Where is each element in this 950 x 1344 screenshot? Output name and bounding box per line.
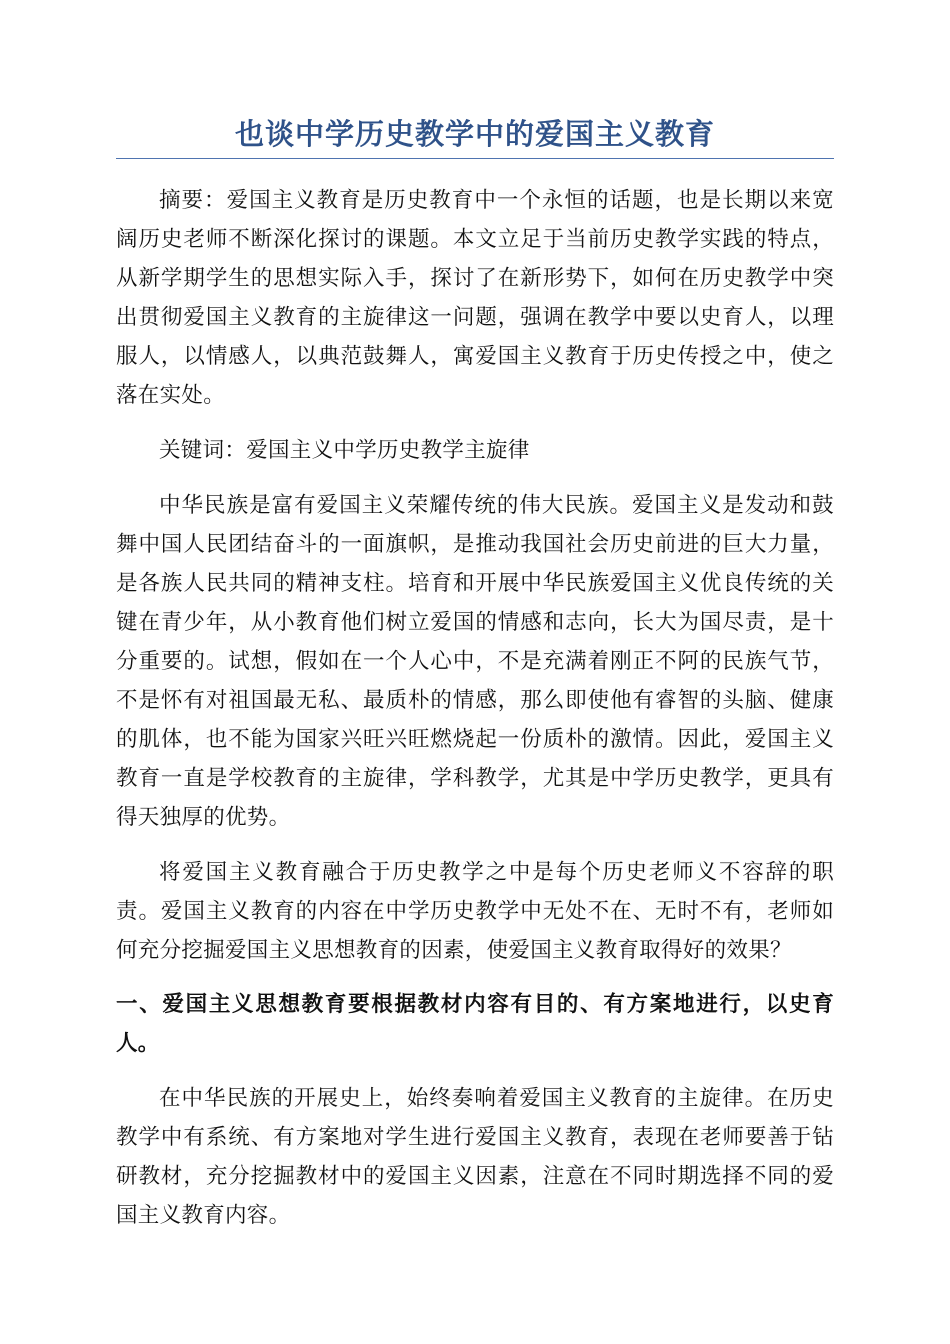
- body-paragraph-1: 中华民族是富有爱国主义荣耀传统的伟大民族。爱国主义是发动和鼓舞中国人民团结奋斗的一面旗帜，是推动我国社会历史前进的巨大力量，是各族人民共同的精神支柱。培育和开展中华民族爱国主义优良传统的关键在青少年，从小教育他们树立爱国的情感和志向，长大为国尽责，是十分重要的。试想，假如在一个人心中，不是充满着刚正不阿的民族气节，不是怀有对祖国最无私、最质朴的情感，那么即使他有睿智的头脑、健康的肌体，也不能为国家兴旺兴旺燃烧起一份质朴的激情。因此，爱国主义教育一直是学校教育的主旋律，学科教学，尤其是中学历史教学，更具有得天独厚的优势。: [116, 493, 834, 830]
- title-underline: [116, 158, 834, 159]
- section-1-paragraph: 在中华民族的开展史上，始终奏响着爱国主义教育的主旋律。在历史教学中有系统、有方案地对学生进行爱国主义教育，表现在老师要善于钻研教材，充分挖掘教材中的爱国主义因素，注意在不同时期选择不同的爱国主义教育内容。: [116, 1086, 834, 1228]
- section-heading-1: 一、爱国主义思想教育要根据教材内容有目的、有方案地进行，以史育人。: [116, 992, 834, 1056]
- abstract-paragraph: 摘要：爱国主义教育是历史教育中一个永恒的话题，也是长期以来宽阔历史老师不断深化探讨的课题。本文立足于当前历史教学实践的特点，从新学期学生的思想实际入手，探讨了在新形势下，如何在历史教学中突出贯彻爱国主义教育的主旋律这一问题，强调在教学中要以史育人，以理服人，以情感人，以典范鼓舞人，寓爱国主义教育于历史传授之中，使之落在实处。: [116, 188, 834, 408]
- body-paragraph-2: 将爱国主义教育融合于历史教学之中是每个历史老师义不容辞的职责。爱国主义教育的内容在中学历史教学中无处不在、无时不有，老师如何充分挖掘爱国主义思想教育的因素，使爱国主义教育取得好的效果？: [116, 860, 834, 963]
- document-page: [116, 0, 834, 1235]
- document-title: 也谈中学历史教学中的爱国主义教育: [234, 117, 715, 151]
- keywords-line: 关键词：爱国主义中学历史教学主旋律: [159, 438, 530, 463]
